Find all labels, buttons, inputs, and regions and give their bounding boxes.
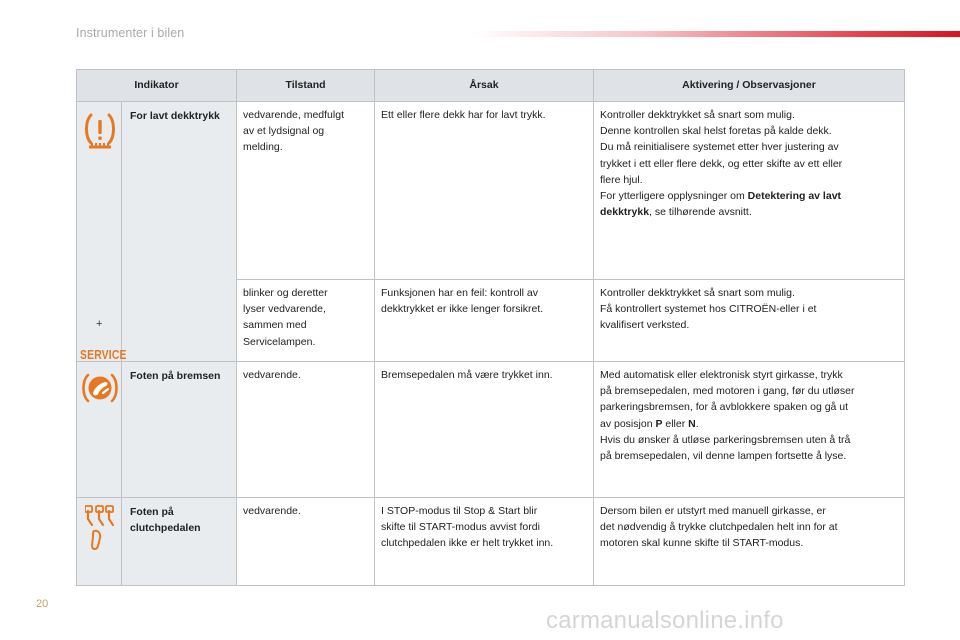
reference-suffix: , se tilhørende avsnitt. bbox=[649, 206, 752, 219]
table-row bbox=[77, 362, 905, 498]
reference-bold: dekktrykk bbox=[600, 206, 650, 219]
text-line: flere hjul. bbox=[600, 173, 643, 186]
text-line: Funksjonen har en feil: kontroll av bbox=[381, 287, 539, 299]
aktivering-cell bbox=[594, 280, 905, 362]
text-line: Kontroller dekktrykket så snart som mulig. bbox=[600, 287, 795, 299]
indicator-name: Foten på clutchpedalen bbox=[122, 498, 237, 586]
indicator-icon-cell bbox=[77, 362, 122, 498]
text-line: Hvis du ønsker å utløse parkeringsbremsen uten å trå bbox=[600, 433, 851, 446]
position-mid: eller bbox=[662, 417, 689, 430]
position-n: N bbox=[688, 417, 696, 430]
text-line: Kontroller dekktrykket så snart som mulig. bbox=[600, 109, 795, 121]
plus-sign: + bbox=[96, 318, 103, 330]
column-header-indikator: Indikator bbox=[77, 70, 237, 102]
aktivering-cell bbox=[594, 498, 905, 586]
tilstand-cell bbox=[237, 280, 375, 362]
reference-bold: Detektering av lavt bbox=[747, 190, 842, 203]
position-p: P bbox=[655, 417, 663, 430]
arsak-cell bbox=[375, 280, 594, 362]
text-line: skifte til START-modus avvist fordi bbox=[381, 521, 540, 534]
tilstand-cell bbox=[237, 362, 375, 498]
text-line: Du må reinitialisere systemet etter hver justering av bbox=[600, 141, 839, 154]
page-number: 20 bbox=[36, 598, 49, 610]
indicator-name: Foten på bremsen bbox=[122, 362, 237, 498]
service-icon: SERVICE bbox=[80, 347, 127, 362]
arsak-cell bbox=[375, 362, 594, 498]
text-line: Bremsepedalen må være trykket inn. bbox=[381, 369, 553, 381]
aktivering-cell bbox=[594, 102, 905, 280]
position-prefix: av posisjon bbox=[600, 417, 656, 430]
text-line: Med automatisk eller elektronisk styrt girkasse, trykk bbox=[600, 369, 843, 381]
indicator-table bbox=[76, 69, 905, 586]
text-line: vedvarende. bbox=[243, 369, 301, 381]
text-line: lyser vedvarende, bbox=[243, 303, 326, 316]
indicator-icon-cell bbox=[77, 498, 122, 586]
column-header-tilstand: Tilstand bbox=[237, 70, 375, 102]
table-row bbox=[77, 498, 905, 586]
tyre-pressure-warning-icon bbox=[84, 112, 116, 150]
text-line: Ett eller flere dekk har for lavt trykk. bbox=[381, 109, 546, 121]
text-line: melding. bbox=[243, 141, 283, 154]
reference-prefix: For ytterligere opplysninger om bbox=[600, 190, 745, 203]
column-header-arsak: Årsak bbox=[375, 70, 594, 102]
column-header-aktivering: Aktivering / Observasjoner bbox=[594, 70, 905, 102]
indicator-name: For lavt dekktrykk bbox=[122, 102, 237, 362]
text-line: dekktrykket er ikke lenger forsikret. bbox=[381, 303, 544, 316]
text-line bbox=[600, 188, 898, 204]
text-line: clutchpedalen ikke er helt trykket inn. bbox=[381, 537, 554, 550]
arsak-cell bbox=[375, 498, 594, 586]
text-line: trykket i ett eller flere dekk, og etter skifte av ett eller bbox=[600, 157, 843, 170]
text-line: motoren skal kunne skifte til START-modus. bbox=[600, 537, 804, 550]
table-header-row bbox=[77, 70, 905, 102]
header-accent-bar bbox=[470, 31, 960, 37]
text-line: parkeringsbremsen, for å avblokkere spaken og gå ut bbox=[600, 401, 849, 414]
text-line: på bremsepedalen, vil denne lampen fortsette å lyse. bbox=[600, 450, 847, 463]
text-line: I STOP-modus til Stop & Start blir bbox=[381, 505, 538, 517]
text-line: på bremsepedalen, med motoren i gang, før du utløser bbox=[600, 385, 855, 398]
text-line: Servicelampen. bbox=[243, 335, 316, 348]
indicator-icon-cell bbox=[77, 102, 127, 362]
text-line: vedvarende. bbox=[243, 505, 301, 517]
tilstand-cell bbox=[237, 102, 375, 280]
foot-on-clutch-icon bbox=[85, 505, 115, 551]
text-line: sammen med bbox=[243, 319, 307, 332]
position-suffix: . bbox=[695, 417, 699, 430]
text-line: blinker og deretter bbox=[243, 287, 328, 299]
text-line: vedvarende, medfulgt bbox=[243, 109, 344, 121]
watermark: carmanualsonline.info bbox=[546, 607, 784, 634]
text-line: Få kontrollert systemet hos CITROËN-eller i et bbox=[600, 303, 817, 316]
text-line: Dersom bilen er utstyrt med manuell girkasse, er bbox=[600, 505, 826, 517]
text-line: Denne kontrollen skal helst foretas på kalde dekk. bbox=[600, 125, 832, 138]
aktivering-cell bbox=[594, 362, 905, 498]
text-line: kvalifisert verksted. bbox=[600, 319, 690, 332]
text-line: av et lydsignal og bbox=[243, 125, 325, 138]
section-title: Instrumenter i bilen bbox=[76, 26, 185, 40]
text-line: det nødvendig å trykke clutchpedalen helt inn for at bbox=[600, 521, 838, 534]
tilstand-cell bbox=[237, 498, 375, 586]
text-line bbox=[600, 416, 898, 432]
text-line bbox=[600, 204, 898, 220]
arsak-cell bbox=[375, 102, 594, 280]
table-row bbox=[77, 102, 905, 280]
foot-on-brake-icon bbox=[82, 372, 118, 404]
